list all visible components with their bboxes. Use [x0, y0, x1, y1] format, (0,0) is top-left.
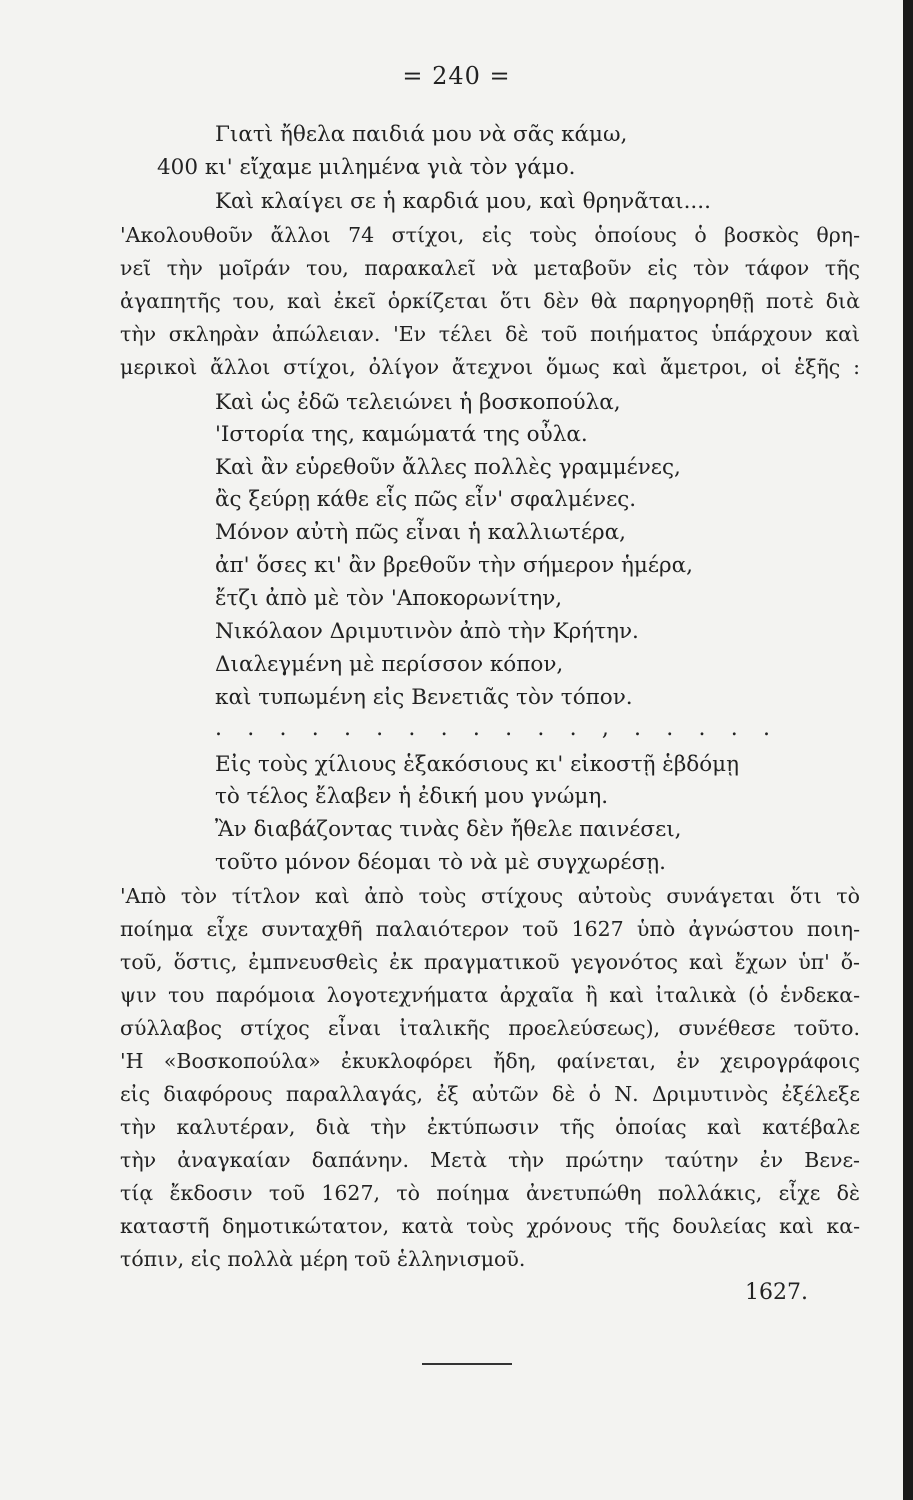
verse-line: Νικόλαον Δριμυτινὸν ἀπὸ τὴν Κρήτην.	[215, 619, 639, 644]
prose-line: ψιν του παρόμοια λογοτεχνήματα ἀρχαῖα ἢ καὶ ἰταλικὰ (ὁ ἑνδεκα-	[120, 983, 860, 1007]
prose-line: 'Απὸ τὸν τίτλον καὶ ἀπὸ τοὺς στίχους αὐτοὺς συνάγεται ὅτι τὸ	[120, 884, 860, 908]
ellipsis-dot: .	[215, 716, 222, 741]
prose-line: τόπιν, εἰς πολλὰ μέρη τοῦ ἑλληνισμοῦ.	[120, 1247, 526, 1271]
ellipsis-dot: .	[311, 716, 319, 741]
verse-line: τὸ τέλος ἔλαβεν ἡ ἐδική μου γνώμη.	[215, 784, 609, 809]
verse-line: Ἂν διαβάζοντας τινὰς δὲν ἤθελε παινέσει,	[215, 817, 682, 842]
prose-line: καταστῆ δημοτικώτατον, κατὰ τοὺς χρόνους τῆς δουλείας καὶ κα-	[120, 1214, 860, 1238]
ellipsis-dot: .	[505, 716, 513, 741]
prose-line: εἰς διαφόρους παραλλαγάς, ἐξ αὐτῶν δὲ ὁ Ν. Δριμυτινὸς ἐξέλεξε	[120, 1082, 860, 1106]
prose-line: ποίημα εἶχε συνταχθῆ παλαιότερον τοῦ 1627 ὑπὸ ἀγνώστου ποιη-	[120, 917, 860, 941]
verse-line: Διαλεγμένη μὲ περίσσον κόπον,	[215, 652, 564, 677]
ellipsis-dot: .	[343, 716, 351, 741]
prose-line: νεῖ τὴν μοῖράν του, παρακαλεῖ νὰ μεταβοῦν εἰς τὸν τάφον τῆς	[120, 256, 860, 280]
verse-line: Γιατὶ ἤθελα παιδιά μου νὰ σᾶς κάμω,	[215, 122, 628, 147]
prose-line: τίᾳ ἔκδοσιν τοῦ 1627, τὸ ποίημα ἀνετυπώθη πολλάκις, εἶχε δὲ	[120, 1181, 860, 1205]
prose-line: τὴν καλυτέραν, διὰ τὴν ἐκτύπωσιν τῆς ὁποίας καὶ κατέβαλε	[120, 1115, 860, 1139]
verse-line: Καὶ ἂν εὑρεθοῦν ἄλλες πολλὲς γραμμένες,	[215, 455, 681, 480]
verse-line: ἔτζι ἀπὸ μὲ τὸν 'Αποκορωνίτην,	[215, 586, 563, 611]
verse-line: τοῦτο μόνον δέομαι τὸ νὰ μὲ συγχωρέσῃ.	[215, 850, 666, 875]
ellipsis-dot: .	[247, 716, 255, 741]
ellipsis-comma: ,	[601, 716, 609, 741]
prose-line: τὴν ἀναγκαίαν δαπάνην. Μετὰ τὴν πρώτην ταύτην ἐν Βενε-	[120, 1148, 860, 1172]
ellipsis-dot: .	[762, 716, 770, 741]
ellipsis-dot: .	[569, 716, 577, 741]
ellipsis-dot: .	[376, 716, 384, 741]
verse-line-numbered: 400 κι' εἴχαμε μιλημένα γιὰ τὸν γάμο.	[157, 155, 576, 180]
page-edge-shadow	[903, 0, 913, 1500]
ellipsis-dot: .	[440, 716, 448, 741]
verse-line: καὶ τυπωμένη εἰς Βενετιᾶς τὸν τόπον.	[215, 685, 633, 710]
year-footer: 1627.	[745, 1280, 808, 1305]
ellipsis-row	[215, 716, 770, 741]
prose-line: ἀγαπητῆς του, καὶ ἐκεῖ ὁρκίζεται ὅτι δὲν θὰ παρηγορηθῇ ποτὲ διὰ	[120, 289, 860, 313]
ellipsis-dot: .	[408, 716, 416, 741]
prose-line: 'Η «Βοσκοπούλα» ἐκυκλοφόρει ἤδη, φαίνεται, ἐν χειρογράφοις	[120, 1049, 860, 1073]
ellipsis-dot: .	[730, 716, 738, 741]
ellipsis-dot: .	[472, 716, 480, 741]
ellipsis-dot: .	[537, 716, 545, 741]
footer-rule	[422, 1363, 512, 1365]
ellipsis-dot: .	[279, 716, 287, 741]
prose-line: τὴν σκληρὰν ἀπώλειαν. 'Εν τέλει δὲ τοῦ ποιήματος ὑπάρχουν καὶ	[120, 322, 860, 346]
verse-line: ἀπ' ὅσες κι' ἂν βρεθοῦν τὴν σήμερον ἡμέρα,	[215, 553, 693, 578]
prose-line: 'Ακολουθοῦν ἄλλοι 74 στίχοι, εἰς τοὺς ὁποίους ὁ βοσκὸς θρη-	[120, 223, 860, 247]
ellipsis-dot: .	[666, 716, 674, 741]
prose-line: τοῦ, ὅστις, ἐμπνευσθεὶς ἐκ πραγματικοῦ γεγονότος καὶ ἔχων ὑπ' ὄ-	[120, 950, 860, 974]
prose-line: σύλλαβος στίχος εἶναι ἰταλικῆς προελεύσεως), συνέθεσε τοῦτο.	[120, 1016, 860, 1040]
verse-line: Εἰς τοὺς χίλιους ἑξακόσιους κι' εἰκοστῇ ἑβδόμῃ	[215, 752, 740, 777]
verse-line: Μόνον αὐτὴ πῶς εἶναι ἡ καλλιωτέρα,	[215, 520, 626, 545]
verse-line: Καὶ ὡς ἐδῶ τελειώνει ἡ βοσκοπούλα,	[215, 390, 621, 415]
ellipsis-dot: .	[698, 716, 706, 741]
verse-line: ἂς ξεύρῃ κάθε εἷς πῶς εἶν' σφαλμένες.	[215, 487, 637, 512]
ellipsis-dot: .	[634, 716, 642, 741]
page-number: = 240 =	[402, 62, 511, 90]
verse-line: 'Ιστορία της, καμώματά της οὖλα.	[215, 422, 588, 447]
verse-line: Καὶ κλαίγει σε ἡ καρδιά μου, καὶ θρηνᾶται....	[215, 189, 711, 214]
prose-line: μερικοὶ ἄλλοι στίχοι, ὀλίγον ἄτεχνοι ὅμως καὶ ἄμετροι, οἱ ἑξῆς :	[120, 355, 860, 379]
